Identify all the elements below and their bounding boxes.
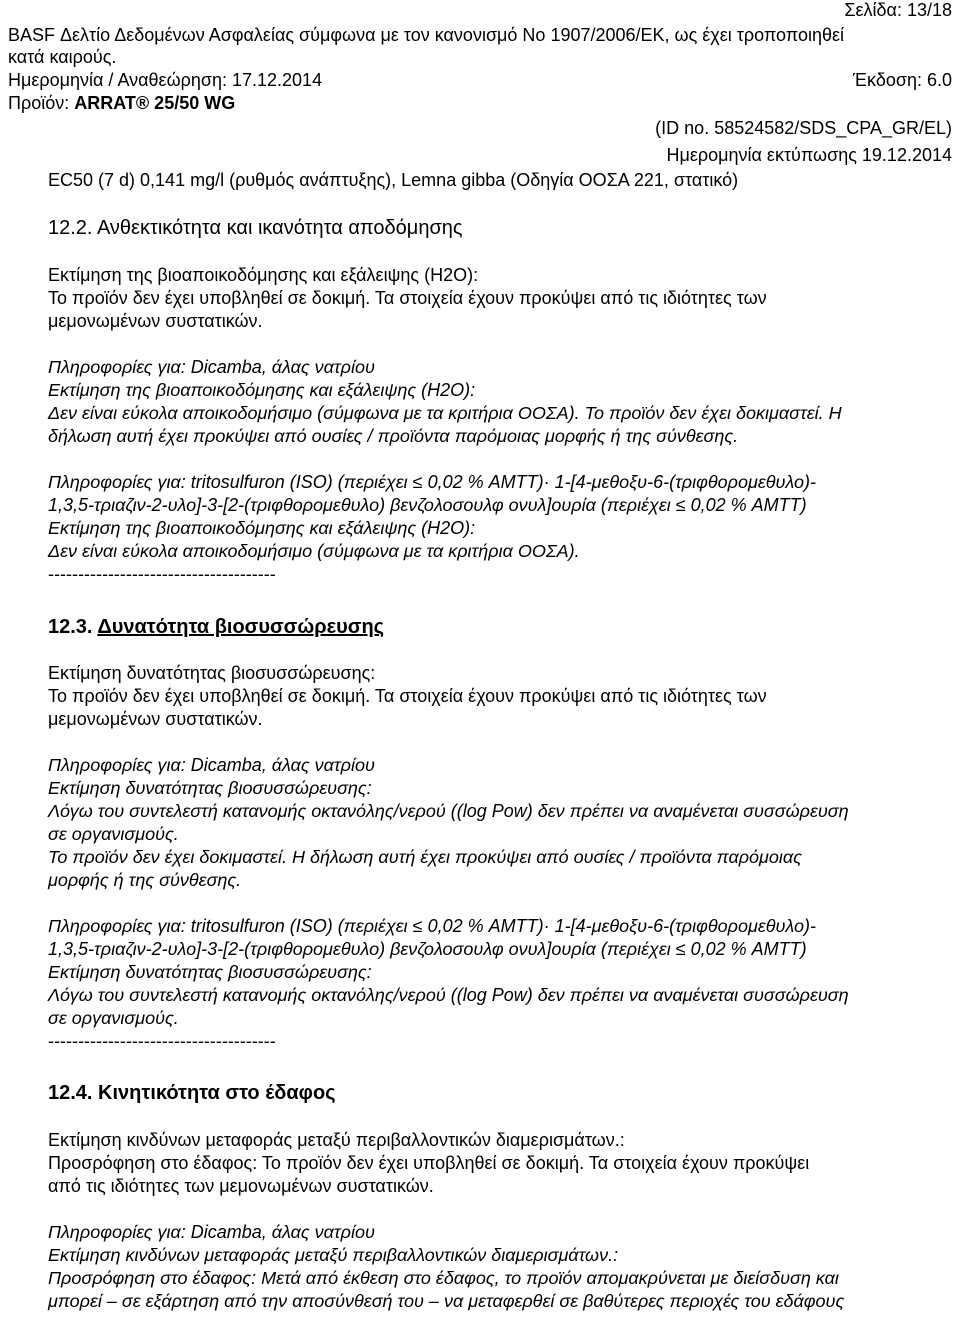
document-title-line-2: κατά καιρούς. (8, 47, 117, 67)
text-line: Εκτίμηση της βιοαποικοδόμησης και εξάλειψης (H2O): (48, 265, 479, 285)
text-line: Εκτίμηση της βιοαποικοδόμησης και εξάλειψης (H2O): (48, 518, 476, 538)
section-number: 12.4. (48, 1082, 93, 1104)
text-line: Εκτίμηση δυνατότητας βιοσυσσώρευσης: (48, 663, 376, 683)
page-number: Σελίδα: 13/18 (844, 0, 952, 20)
document-title-line-1: BASF Δελτίο Δεδομένων Ασφαλείας σύμφωνα με τον κανονισμό Νο 1907/2006/ΕΚ, ως έχει τροποποιηθεί (8, 25, 845, 45)
text-line: Πληροφορίες για: tritosulfuron (ISO) (περιέχει ≤ 0,02 % AMTT)· 1-[4-μεθοξυ-6-(τριφθορομεθυλο)- (48, 472, 816, 492)
continuation-block (48, 169, 738, 192)
section-title: Δυνατότητα βιοσυσσώρευσης (97, 616, 385, 638)
text-line: Εκτίμηση της βιοαποικοδόμησης και εξάλειψης (H2O): (48, 380, 476, 400)
tritosulfuron-paragraph (48, 915, 849, 1030)
revision-date: Ημερομηνία / Αναθεώρηση: 17.12.2014 (8, 70, 323, 90)
text-line: μπορεί – σε εξάρτηση από την αποσύνθεσή του – να μεταφερθεί σε βαθύτερες περιοχές του εδάφους (48, 1291, 845, 1311)
ec50-line: EC50 (7 d) 0,141 mg/l (ρυθμός ανάπτυξης), Lemna gibba (Οδηγία ΟΟΣΑ 221, στατικό) (48, 170, 739, 190)
text-line: Πληροφορίες για: Dicamba, άλας νατρίου (48, 357, 375, 377)
text-line: Πληροφορίες για: tritosulfuron (ISO) (περιέχει ≤ 0,02 % AMTT)· 1-[4-μεθοξυ-6-(τριφθορομεθυλο)- (48, 916, 816, 936)
text-line: 1,3,5-τριαζιν-2-υλο]-3-[2-(τριφθορομεθυλο) βενζολοσουλφ ονυλ]ουρία (περιέχει ≤ 0,02 % AMTT) (48, 495, 807, 515)
text-line: Προσρόφηση στο έδαφος: Το προϊόν δεν έχει υποβληθεί σε δοκιμή. Τα στοιχεία έχουν προκύψει (48, 1153, 810, 1173)
separator-line: -------------------------------------- (48, 564, 276, 584)
text-line: σε οργανισμούς. (48, 1008, 179, 1028)
section-title: Ανθεκτικότητα και ικανότητα αποδόμησης (96, 217, 463, 239)
assessment-paragraph (48, 1129, 844, 1198)
section-number: 12.3. (48, 616, 93, 638)
text-line: Το προϊόν δεν έχει υποβληθεί σε δοκιμή. Τα στοιχεία έχουν προκύψει από τις ιδιότητες των (48, 288, 767, 308)
dicamba-paragraph (48, 754, 849, 892)
section-body-12-2 (48, 264, 842, 586)
text-line: μεμονωμένων συστατικών. (48, 709, 263, 729)
section-title: Κινητικότητα στο έδαφος (98, 1082, 336, 1104)
dicamba-paragraph (48, 356, 842, 448)
assessment-paragraph (48, 662, 849, 731)
text-line: σε οργανισμούς. (48, 824, 179, 844)
separator-line: -------------------------------------- (48, 1031, 276, 1051)
text-line: μεμονωμένων συστατικών. (48, 311, 263, 331)
print-date: Ημερομηνία εκτύπωσης 19.12.2014 (666, 145, 952, 165)
assessment-paragraph (48, 264, 842, 333)
text-line: Το προϊόν δεν έχει υποβληθεί σε δοκιμή. Τα στοιχεία έχουν προκύψει από τις ιδιότητες των (48, 686, 767, 706)
text-line: Το προϊόν δεν έχει δοκιμαστεί. Η δήλωση αυτή έχει προκύψει από ουσίες / προϊόντα παρόμοιας (48, 847, 802, 867)
text-line: Πληροφορίες για: Dicamba, άλας νατρίου (48, 755, 375, 775)
product-name: ARRAT® 25/50 WG (74, 93, 236, 113)
text-line: Πληροφορίες για: Dicamba, άλας νατρίου (48, 1222, 375, 1242)
tritosulfuron-paragraph (48, 471, 842, 563)
text-line: Προσρόφηση στο έδαφος: Μετά από έκθεση στο έδαφος, το προϊόν απομακρύνεται με διείσδυση και (48, 1268, 839, 1288)
section-body-12-4 (48, 1129, 844, 1313)
text-line: Εκτίμηση κινδύνων μεταφοράς μεταξύ περιβαλλοντικών διαμερισμάτων.: (48, 1130, 625, 1150)
section-heading-12-4 (48, 1080, 336, 1106)
text-line: Εκτίμηση δυνατότητας βιοσυσσώρευσης: (48, 962, 372, 982)
section-number: 12.2. (48, 217, 93, 239)
section-heading-12-2 (48, 215, 463, 241)
text-line: δήλωση αυτή έχει προκύψει από ουσίες / προϊόντα παρόμοιας μορφής ή της σύνθεσης. (48, 426, 739, 446)
id-number: (ID no. 58524582/SDS_CPA_GR/EL) (655, 118, 952, 138)
version: Έκδοση: 6.0 (852, 70, 952, 90)
text-line: 1,3,5-τριαζιν-2-υλο]-3-[2-(τριφθορομεθυλο) βενζολοσουλφ ονυλ]ουρία (περιέχει ≤ 0,02 % AMTT) (48, 939, 807, 959)
text-line: από τις ιδιότητες των μεμονωμένων συστατικών. (48, 1176, 434, 1196)
product-label: Προϊόν: (8, 93, 75, 113)
dicamba-paragraph (48, 1221, 844, 1313)
text-line: Λόγω του συντελεστή κατανομής οκτανόλης/νερού ((log Pow) δεν πρέπει να αναμένεται συσσώρευση (48, 985, 849, 1005)
text-line: Εκτίμηση κινδύνων μεταφοράς μεταξύ περιβαλλοντικών διαμερισμάτων.: (48, 1245, 619, 1265)
text-line: Δεν είναι εύκολα αποικοδομήσιμο (σύμφωνα με τα κριτήρια ΟΟΣΑ). (48, 541, 580, 561)
product-line (8, 92, 235, 114)
section-body-12-3 (48, 662, 849, 1053)
text-line: μορφής ή της σύνθεσης. (48, 870, 242, 890)
text-line: Εκτίμηση δυνατότητας βιοσυσσώρευσης: (48, 778, 372, 798)
text-line: Λόγω του συντελεστή κατανομής οκτανόλης/νερού ((log Pow) δεν πρέπει να αναμένεται συσσώρευση (48, 801, 849, 821)
text-line: Δεν είναι εύκολα αποικοδομήσιμο (σύμφωνα με τα κριτήρια ΟΟΣΑ). Το προϊόν δεν έχει δοκιμαστεί. Η (48, 403, 842, 423)
section-heading-12-3 (48, 614, 384, 640)
